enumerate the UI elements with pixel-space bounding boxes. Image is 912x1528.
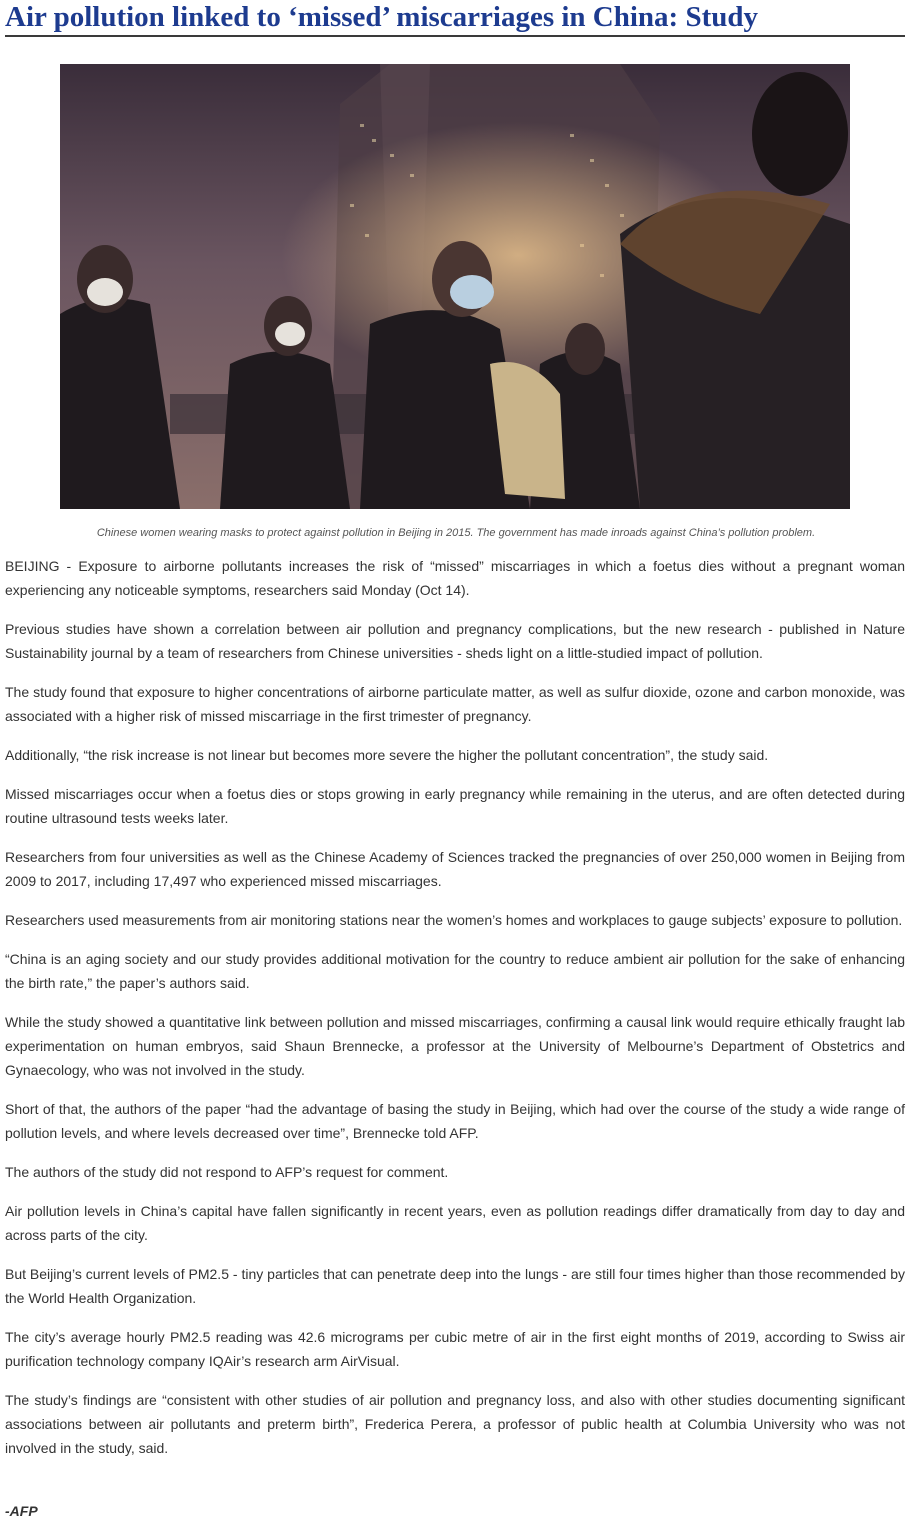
article-headline: Air pollution linked to ‘missed’ miscarriages in China: Study bbox=[5, 0, 905, 37]
article-paragraph: While the study showed a quantitative link between pollution and missed miscarriages, confirming a causal link would require ethically fraught lab experimentation on human embryos, said Shaun Brennecke, a professor at the University of Melbourne’s Department of Obstetrics and Gynaecology, who was not involved in the study. bbox=[5, 1014, 905, 1078]
photo-caption: Chinese women wearing masks to protect against pollution in Beijing in 2015. The government has made inroads against China’s pollution problem. bbox=[96, 527, 816, 539]
article-photo bbox=[60, 64, 850, 509]
article-paragraph: Air pollution levels in China’s capital have fallen significantly in recent years, even as pollution readings differ dramatically from day to day and across parts of the city. bbox=[5, 1203, 905, 1243]
article-paragraph: The city’s average hourly PM2.5 reading was 42.6 micrograms per cubic metre of air in the first eight months of 2019, according to Swiss air purification technology company IQAir’s research arm AirVisual. bbox=[5, 1329, 905, 1369]
article-paragraph: “China is an aging society and our study provides additional motivation for the country to reduce ambient air pollution for the sake of enhancing the birth rate,” the paper’s authors said. bbox=[5, 951, 905, 991]
article-paragraph: But Beijing’s current levels of PM2.5 - tiny particles that can penetrate deep into the lungs - are still four times higher than those recommended by the World Health Organization. bbox=[5, 1266, 905, 1306]
article-credit: -AFP bbox=[5, 1503, 38, 1519]
photo-illustration bbox=[60, 64, 850, 509]
article-body bbox=[5, 554, 905, 1475]
article-paragraph: Researchers from four universities as well as the Chinese Academy of Sciences tracked the pregnancies of over 250,000 women in Beijing from 2009 to 2017, including 17,497 who experienced missed miscarriages. bbox=[5, 849, 905, 889]
article-paragraph: Previous studies have shown a correlation between air pollution and pregnancy complications, but the new research - published in Nature Sustainability journal by a team of researchers from Chinese universities - sheds light on a little-studied impact of pollution. bbox=[5, 621, 905, 661]
article-paragraph: Short of that, the authors of the paper “had the advantage of basing the study in Beijing, which had over the course of the study a wide range of pollution levels, and where levels decreased over time”, Brennecke told AFP. bbox=[5, 1101, 905, 1141]
article-paragraph: The authors of the study did not respond to AFP’s request for comment. bbox=[5, 1164, 449, 1180]
article-paragraph: Missed miscarriages occur when a foetus dies or stops growing in early pregnancy while remaining in the uterus, and are often detected during routine ultrasound tests weeks later. bbox=[5, 786, 905, 826]
article-paragraph: The study’s findings are “consistent with other studies of air pollution and pregnancy loss, and also with other studies documenting significant associations between air pollutants and preterm birth”, Frederica Perera, a professor of public health at Columbia University who was not involved in the study, said. bbox=[5, 1392, 905, 1456]
article-paragraph: Additionally, “the risk increase is not linear but becomes more severe the higher the pollutant concentration”, the study said. bbox=[5, 747, 769, 763]
article-paragraph: BEIJING - Exposure to airborne pollutants increases the risk of “missed” miscarriages in which a foetus dies without a pregnant woman experiencing any noticeable symptoms, researchers said Monday (Oct 14). bbox=[5, 558, 905, 598]
article-paragraph: Researchers used measurements from air monitoring stations near the women’s homes and workplaces to gauge subjects’ exposure to pollution. bbox=[5, 912, 903, 928]
article-paragraph: The study found that exposure to higher concentrations of airborne particulate matter, as well as sulfur dioxide, ozone and carbon monoxide, was associated with a higher risk of missed miscarriage in the first trimester of pregnancy. bbox=[5, 684, 905, 724]
